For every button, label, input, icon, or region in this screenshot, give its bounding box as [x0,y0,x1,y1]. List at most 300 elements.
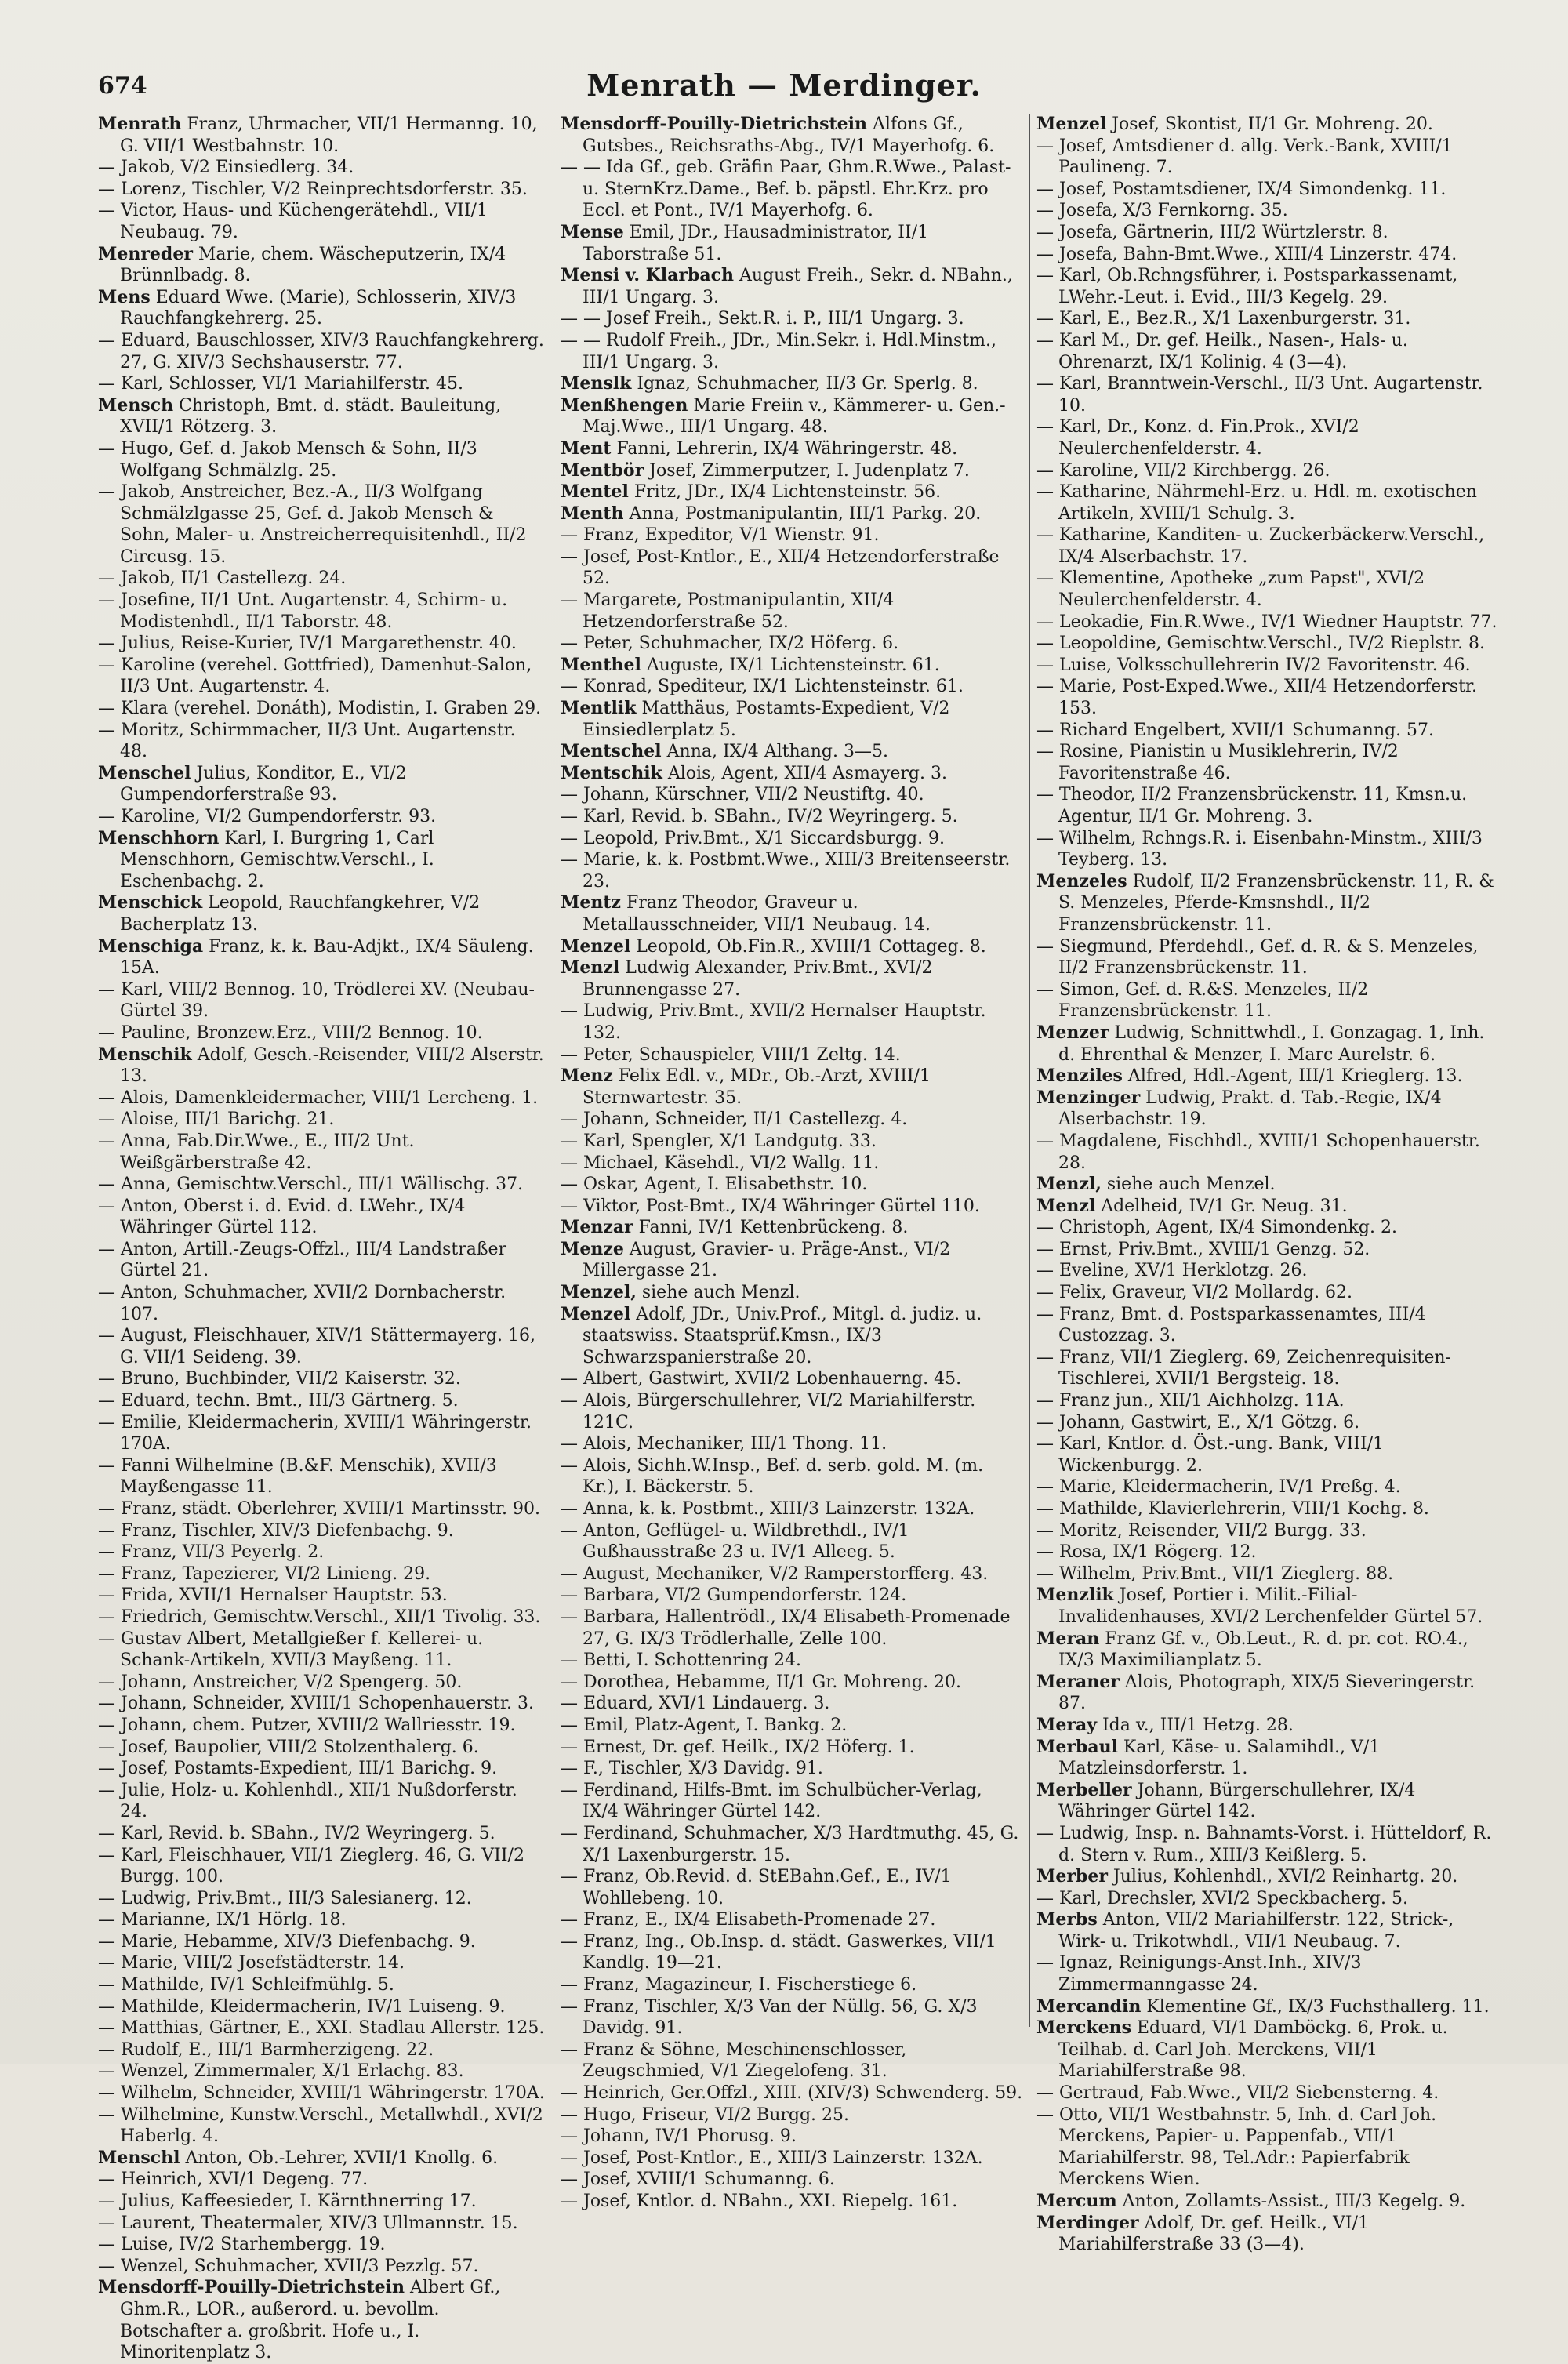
entry-details: Anton, Schuhmacher, XVII/2 Dornbacherstr. 107. [115,1283,506,1324]
directory-entry [561,1000,1023,1044]
directory-entry [1036,741,1497,784]
entry-surname: — [561,1823,578,1843]
entry-surname: Meray [1036,1714,1097,1735]
directory-entry [98,1498,545,1520]
entry-surname: — [561,1672,578,1692]
entry-surname: Menzl [1036,1195,1096,1216]
entry-surname: Meran [1036,1628,1100,1649]
directory-entry [1036,1737,1497,1780]
directory-entry [98,1952,545,1974]
directory-entry [561,395,1023,438]
directory-entry [1036,179,1497,201]
directory-entry [1036,1390,1497,1412]
directory-entry [561,2039,1023,2083]
directory-entry [561,1650,1023,1672]
entry-details: Adolf, JDr., Univ.Prof., Mitgl. d. judiz. u. staatswiss. Staatsprüf.Kmsn., IX/3 Schwarzspanierstraße 20. [583,1304,982,1367]
directory-entry [1036,568,1497,611]
directory-entry [98,1455,545,1498]
entry-details: Josef, Post-Kntlor., E., XII/4 Hetzendorferstraße 52. [578,547,1000,589]
entry-details: Alois, Sichh.W.Insp., Bef. d. serb. gold. M. (m. Kr.), I. Bäckerstr. 5. [578,1455,984,1498]
entry-details: Ludwig, Priv.Bmt., XVII/2 Hernalser Hauptstr. 132. [578,1001,986,1043]
directory-entry [561,547,1023,590]
entry-surname: — [1036,1823,1054,1843]
directory-entry [98,2213,545,2235]
entry-surname: — [98,1563,115,1584]
entry-surname: — [1036,720,1054,740]
entry-surname: — [561,1369,578,1389]
entry-details: Emilie, Kleidermacherin, XVIII/1 Währingerstr. 170A. [115,1412,532,1454]
directory-entry [98,1974,545,1996]
directory-entry [1036,416,1497,459]
entry-surname: Menze [561,1238,624,1259]
directory-entry [98,1629,545,1672]
entry-surname: — [561,1996,578,2017]
entry-surname: Merbeller [1036,1779,1132,1800]
entry-surname: — [1036,1563,1054,1584]
entry-details: Jakob, V/2 Einsiedlerg. 34. [115,158,354,178]
entry-surname: — [561,1196,578,1216]
entry-details: Klementine Gf., IX/3 Fuchsthallerg. 11. [1141,1996,1490,2017]
directory-entry [1036,1823,1497,1866]
entry-details: Johann, Schneider, II/1 Castellezg. 4. [578,1109,908,1130]
entry-details: Josef, Amtsdiener d. allg. Verk.-Bank, XVIII/1 Paulineng. 7. [1054,136,1453,178]
directory-entry [561,1131,1023,1153]
entry-details: Josef, Postamtsdiener, IX/4 Simondenkg. 11. [1054,179,1446,199]
directory-entry [98,1715,545,1737]
entry-surname: — [1036,1477,1054,1498]
entry-details: Victor, Haus- und Küchengerätehdl., VII/1 Neubaug. 79. [115,201,488,242]
entry-details: Magdalene, Fischhdl., XVIII/1 Schopenhauerstr. 28. [1054,1131,1480,1173]
entry-surname: — [561,2104,578,2125]
directory-entry [561,1044,1023,1066]
entry-surname: Menschik [98,1044,192,1065]
entry-details: Julie, Holz- u. Kohlenhdl., XII/1 Nußdorferstr. 24. [115,1780,517,1822]
entry-surname: — [1036,460,1054,481]
directory-entry [561,1715,1023,1737]
entry-details: Peter, Schauspieler, VIII/1 Zeltg. 14. [578,1044,901,1065]
entry-details: Karoline, VII/2 Kirchbergg. 26. [1054,460,1330,481]
directory-entry [1036,2083,1497,2104]
directory-entry [561,1153,1023,1175]
entry-surname: Ment [561,438,612,459]
entry-details: Marie, chem. Wäscheputzerin, IX/4 Brünnlbadg. 8. [120,244,506,286]
directory-entry [561,698,1023,741]
entry-details: Leopold, Ob.Fin.R., XVIII/1 Cottageg. 8. [630,936,986,957]
directory-entry [1036,525,1497,568]
directory-entry [561,460,1023,482]
entry-surname: Menreder [98,243,193,264]
entry-details: Rosa, IX/1 Rögerg. 12. [1054,1542,1257,1563]
entry-surname: — [98,1412,115,1433]
entry-details: Marie, k. k. Postbmt.Wwe., XIII/3 Breitenseerstr. 23. [578,850,1011,891]
entry-surname: Menzer [1036,1022,1109,1043]
directory-entry [1036,1498,1497,1520]
directory-entry [1036,308,1497,330]
entry-details: Karoline, VI/2 Gumpendorferstr. 93. [115,807,437,826]
directory-entry [561,763,1023,785]
entry-details: Wilhelmine, Kunstw.Verschl., Metallwhdl., XVI/2 Haberlg. 4. [115,2104,543,2147]
entry-details: Frida, XVII/1 Hernalser Hauptstr. 53. [115,1585,448,1606]
directory-entry [561,1866,1023,1909]
entry-surname: — [561,2083,578,2104]
entry-details: Julius, Konditor, E., VI/2 Gumpendorferstraße 93. [120,763,407,805]
entry-surname: Mentz [561,892,621,913]
entry-details: Theodor, II/2 Franzensbrückenstr. 11, Kmsn.u. Agentur, II/1 Gr. Mohreng. 3. [1054,785,1468,826]
directory-entry [561,265,1023,308]
entry-surname: — [561,1585,578,1606]
entry-surname: — [1036,828,1054,848]
entry-details: Barbara, Hallentrödl., IX/4 Elisabeth-Promenade 27, G. IX/3 Trödlerhalle, Zelle 100. [578,1607,1011,1649]
directory-entry [561,1455,1023,1498]
entry-details: Auguste, IX/1 Lichtensteinstr. 61. [641,655,940,675]
entry-surname: Menzlik [1036,1585,1114,1606]
entry-details: Marie, Hebamme, XIV/3 Diefenbachg. 9. [115,1931,476,1952]
directory-entry [98,200,545,243]
directory-entry [98,1196,545,1239]
directory-entry [1036,612,1497,634]
entry-details: Mathilde, Klavierlehrerin, VIII/1 Kochg. 8. [1054,1499,1429,1519]
entry-details: Anton, Oberst i. d. Evid. d. LWehr., IX/4 Währinger Gürtel 112. [115,1196,466,1238]
entry-details: Albert, Gastwirt, XVII/2 Lobenhauerng. 45. [578,1369,962,1389]
directory-entry [1036,1260,1497,1282]
directory-entry [561,1174,1023,1196]
directory-entry [561,1498,1023,1520]
entry-surname: — [561,1391,578,1411]
directory-entry [98,2277,545,2363]
entry-surname: — [561,1001,578,1022]
entry-details: Jakob, Anstreicher, Bez.-A., II/3 Wolfgang Schmälzlgasse 25, Gef. d. Jakob Mensch & Sohn, Maler- u. Anstreicherrequisitenhdl., II/2 Circusg. 15. [115,482,527,567]
directory-entry [561,1520,1023,1563]
entry-surname: — [1036,374,1054,394]
directory-entry [561,1368,1023,1390]
directory-entry [561,741,1023,763]
directory-entry [1036,1585,1497,1628]
entry-details: Karl, VIII/2 Bennog. 10, Trödlerei XV. (Neubau-Gürtel 39. [115,979,535,1022]
directory-entry [98,1282,545,1325]
directory-entry [561,157,1023,222]
entry-surname: Mercandin [1036,1995,1142,2017]
entry-details: Ida Gf., geb. Gräfin Paar, Ghm.R.Wwe., Palast- u. SternKrz.Dame., Bef. b. päpstl. Ehr.Krz. pro Eccl. et Pont., IV/1 Mayerhofg. 6. [583,158,1011,221]
directory-entry [98,395,545,438]
entry-details: Otto, VII/1 Westbahnstr. 5, Inh. d. Carl Joh. Merckens, Papier- u. Pappenfab., VII/1 Mariahilferstr. 98, Tel.Adr.: Papierfabrik Merckens Wien. [1054,2104,1437,2190]
entry-details: Josef Freih., Sekt.R. i. P., III/1 Ungarg. 3. [601,309,964,329]
entry-details: Adolf, Dr. gef. Heilk., VI/1 Mariahilferstraße 33 (3—4). [1058,2213,1369,2255]
directory-entry [98,2061,545,2083]
entry-surname: — [98,979,115,1000]
entry-surname: — [98,2083,115,2104]
entry-details: Franz, VII/3 Peyerlg. 2. [115,1542,325,1563]
directory-entry [98,1737,545,1759]
entry-surname: — [98,2039,115,2060]
entry-details: Franz, Expeditor, V/1 Wienstr. 91. [578,525,880,546]
directory-entry [1036,1174,1497,1196]
entry-surname: Menzeles [1036,870,1127,891]
entry-surname: — [98,2192,115,2211]
directory-entry [98,2017,545,2039]
entry-details: Mathilde, Kleidermacherin, IV/1 Luiseng. 9. [115,1996,506,2017]
entry-details: Ida v., III/1 Hetzg. 28. [1096,1715,1294,1735]
directory-entry [561,373,1023,395]
entry-surname: Menziles [1036,1066,1123,1087]
entry-surname: — [98,634,115,654]
entry-details: Eveline, XV/1 Herklotzg. 26. [1054,1261,1308,1281]
entry-surname: — [561,1455,578,1476]
entry-details: Eduard Wwe. (Marie), Schlosserin, XIV/3 Rauchfangkehrerg. 25. [120,287,517,329]
entry-details: Adolf, Gesch.-Reisender, VIII/2 Alserstr. 13. [120,1044,544,1087]
entry-surname: — [98,720,115,740]
entry-surname: — [98,158,115,178]
directory-entry [98,1845,545,1888]
entry-surname: — [98,1672,115,1692]
directory-entry [98,1996,545,2018]
entry-surname: Mensi v. Klarbach [561,265,734,286]
entry-details: Josef, Baupolier, VIII/2 Stolzenthalerg. 6. [115,1737,479,1757]
entry-surname: — [1036,2104,1054,2125]
entry-details: Friedrich, Gemischtw.Verschl., XII/1 Tivolig. 33. [115,1607,541,1627]
entry-details: Josefa, Gärtnerin, III/2 Würtzlerstr. 8. [1054,222,1388,242]
entry-surname: — [98,1910,115,1930]
entry-details: Marie, Kleidermacherin, IV/1 Preßg. 4. [1054,1477,1401,1498]
entry-surname: Menzel [561,935,631,957]
entry-details: Karl, Fleischhauer, VII/1 Zieglerg. 46, G. VII/2 Burgg. 100. [115,1845,524,1887]
entry-details: Alois, Mechaniker, III/1 Thong. 11. [578,1434,887,1454]
directory-entry [98,936,545,979]
entry-surname: — [1036,1434,1054,1454]
entry-surname: — [98,330,115,350]
directory-entry [98,720,545,763]
entry-details: Hugo, Gef. d. Jakob Mensch & Sohn, II/3 Wolfgang Schmälzlg. 25. [115,438,477,481]
entry-details: Dorothea, Hebamme, II/1 Gr. Mohreng. 20. [578,1672,962,1692]
entry-details: Wenzel, Zimmermaler, X/1 Erlachg. 83. [115,2061,464,2082]
entry-surname: — [561,785,578,805]
entry-details: Julius, Reise-Kurier, IV/1 Margarethenstr. 40. [115,634,517,654]
directory-entry [1036,222,1497,244]
entry-surname: Menzel, [561,1282,637,1303]
directory-entry [561,1563,1023,1585]
entry-details: Marie, VIII/2 Josefstädterstr. 14. [115,1953,405,1974]
entry-details: Eduard, VI/1 Damböckg. 6, Prok. u. Teilhab. d. Carl Joh. Merckens, VII/1 Mariahilferstraße 98. [1058,2018,1448,2082]
entry-surname: Menßhengen [561,394,688,416]
entry-surname: — [1036,330,1054,350]
entry-surname: — [98,1629,115,1649]
directory-entry [98,568,545,590]
directory-entry [561,1585,1023,1607]
entry-details: Christoph, Agent, IX/4 Simondenkg. 2. [1054,1218,1397,1238]
directory-entry [561,1931,1023,1974]
entry-details: Margarete, Postmanipulantin, XII/4 Hetzendorferstraße 52. [578,590,895,632]
entry-surname: — [98,438,115,459]
entry-surname: — [98,1499,115,1519]
entry-surname: — [1036,1218,1054,1238]
entry-surname: — [561,1867,578,1887]
entry-details: Anton, Artill.-Zeugs-Offzl., III/4 Landstraßer Gürtel 21. [115,1239,507,1281]
entry-surname: — [561,1153,578,1173]
entry-details: Albert Gf., Ghm.R., LOR., außerord. u. bevollm. Botschafter a. großbrit. Hofe u., I. Minoritenplatz 3. [120,2278,501,2363]
entry-details: Josef, Portier i. Milit.-Filial-Invalidenhauses, XVI/2 Lerchenfelder Gürtel 57. [1058,1585,1483,1627]
entry-details: Ignaz, Reinigungs-Anst.Inh., XIV/3 Zimmermanngasse 24. [1054,1953,1362,1995]
directory-entry [98,2234,545,2256]
directory-entry [561,655,1023,677]
directory-entry [98,179,545,201]
directory-entry [98,1693,545,1715]
entry-details: Matthias, Gärtner, E., XXI. Stadlau Allerstr. 125. [115,2018,545,2039]
entry-details: Ludwig, Schnittwhdl., I. Gonzagag. 1, Inh. d. Ehrenthal & Menzer, I. Marc Aurelstr. 6. [1058,1022,1485,1065]
entry-details: Franz, Ing., Ob.Insp. d. städt. Gaswerkes, VII/1 Kandlg. 19—21. [578,1931,996,1974]
directory-entry [1036,1022,1497,1066]
directory-entry [98,2169,545,2191]
entry-surname: — [1036,1131,1054,1151]
entry-details: Anna, k. k. Postbmt., XIII/3 Lainzerstr. 132A. [578,1499,975,1519]
directory-entry [561,590,1023,633]
entry-details: Anton, Zollamts-Assist., III/3 Kegelg. 9. [1116,2192,1466,2211]
entry-surname: — [1036,1304,1054,1324]
entry-details: Leopold, Priv.Bmt., X/1 Siccardsburgg. 9. [578,828,946,848]
entry-surname: — [1036,655,1054,675]
entry-details: Karoline (verehel. Gottfried), Damenhut-Salon, II/3 Unt. Augartenstr. 4. [115,655,532,697]
entry-surname: — [1036,222,1054,242]
directory-entry [98,373,545,395]
entry-surname: — [98,1888,115,1908]
entry-details: Anna, IX/4 Althang. 3—5. [661,742,888,762]
entry-details: Ernst, Priv.Bmt., XVIII/1 Genzg. 52. [1054,1239,1370,1259]
directory-entry [98,1780,545,1823]
directory-entry [1036,1131,1497,1174]
entry-details: Johann, Anstreicher, V/2 Spengerg. 50. [115,1672,463,1692]
directory-entry [1036,244,1497,266]
entry-details: Alfred, Hdl.-Agent, III/1 Krieglerg. 13. [1122,1066,1463,1087]
directory-entry [561,1672,1023,1694]
entry-details: Hugo, Friseur, VI/2 Burgg. 25. [578,2104,850,2125]
entry-surname: — [98,1369,115,1389]
entry-details: Josef, Zimmerputzer, I. Judenplatz 7. [644,460,970,481]
entry-details: Fritz, JDr., IX/4 Lichtensteinstr. 56. [628,482,942,503]
entry-surname: — [1036,936,1054,957]
entry-surname: — [98,1109,115,1130]
entry-surname: — [98,1088,115,1108]
directory-entry [1036,200,1497,222]
entry-details: Siegmund, Pferdehdl., Gef. d. R. & S. Menzeles, II/2 Franzensbrückenstr. 11. [1054,936,1479,979]
entry-surname: — [561,1780,578,1800]
entry-details: Ferdinand, Schuhmacher, X/3 Hardtmuthg. 45, G. X/1 Laxenburgerstr. 15. [578,1823,1019,1865]
entry-details: Marianne, IX/1 Hörlg. 18. [115,1910,347,1930]
entry-details: Wenzel, Schuhmacher, XVII/3 Pezzlg. 57. [115,2256,479,2276]
entry-surname: — [1036,785,1054,805]
directory-entry [1036,1996,1497,2018]
directory-entry [1036,871,1497,936]
directory-entry [1036,936,1497,979]
entry-details: Luise, Volksschullehrerin IV/2 Favoritenstr. 46. [1054,655,1471,675]
entry-surname: — [561,2170,578,2190]
entry-surname: — [1036,1888,1054,1908]
entry-details: Mathilde, IV/1 Schleifmühlg. 5. [115,1975,394,1995]
column-right [1036,114,1497,2255]
directory-entry [1036,330,1497,373]
entry-surname: — [98,1823,115,1843]
entry-surname: — [561,2192,578,2211]
entry-details: Fanni Wilhelmine (B.&F. Menschik), XVII/3 Mayßengasse 11. [115,1455,497,1498]
entry-surname: — [561,1975,578,1995]
entry-details: Michael, Käsehdl., VI/2 Wallg. 11. [578,1153,880,1173]
column-left [98,114,545,2363]
directory-entry [561,2104,1023,2126]
entry-surname: Menz [561,1066,613,1087]
entry-surname: — [561,677,578,697]
entry-details: Josefa, Bahn-Bmt.Wwe., XIII/4 Linzerstr. 474. [1054,244,1457,264]
entry-details: Rosine, Pianistin u Musiklehrerin, IV/2 Favoritenstraße 46. [1054,742,1399,783]
entry-surname: Mens [98,286,151,307]
entry-details: Christoph, Bmt. d. städt. Bauleitung, XVII/1 Rötzerg. 3. [120,395,502,438]
directory-entry [98,655,545,698]
entry-details: Josef, Kntlor. d. NBahn., XXI. Riepelg. 161. [578,2192,958,2211]
entry-surname: — [1036,612,1054,632]
entry-details: Katharine, Nährmehl-Erz. u. Hdl. m. exotischen Artikeln, XVIII/1 Schulg. 3. [1054,482,1477,524]
page-number: 674 [98,72,147,100]
entry-details: Emil, JDr., Hausadministrator, II/1 Taborstraße 51. [583,222,929,264]
entry-details: Felix, Graveur, VI/2 Mollardg. 62. [1054,1283,1353,1303]
entry-surname: — [561,1650,578,1671]
entry-surname: Mentschik [561,762,662,783]
entry-details: Leokadie, Fin.R.Wwe., IV/1 Wiedner Hauptstr. 77. [1054,612,1497,632]
entry-surname: — [98,1975,115,1995]
entry-surname: — — [561,309,601,329]
entry-surname: — [561,634,578,654]
entry-details: Josef, Postamts-Expedient, III/1 Barichg. 9. [115,1759,498,1779]
entry-surname: — [561,590,578,611]
entry-details: Ernest, Dr. gef. Heilk., IX/2 Höferg. 1. [578,1737,915,1757]
entry-surname: — [98,1022,115,1043]
entry-details: Franz, Uhrmacher, VII/1 Hermanng. 10, G. VII/1 Westbahnstr. 10. [120,114,538,156]
directory-entry [561,828,1023,850]
directory-entry [98,1390,545,1412]
directory-entry [98,1888,545,1910]
entry-details: Richard Engelbert, XVII/1 Schumanng. 57. [1054,720,1435,740]
directory-entry [561,1390,1023,1433]
entry-details: Karl, Schlosser, VI/1 Mariahilferstr. 45. [115,374,464,394]
entry-details: siehe auch Menzel. [1101,1175,1276,1195]
entry-surname: — [98,2061,115,2082]
entry-details: Josefa, X/3 Fernkorng. 35. [1054,201,1288,221]
entry-details: Klementine, Apotheke „zum Papst", XVI/2 Neulerchenfelderstr. 4. [1054,568,1425,611]
entry-surname: — [561,1759,578,1779]
entry-surname: — [561,1175,578,1195]
directory-entry [98,698,545,720]
entry-surname: — [1036,266,1054,286]
directory-entry [98,2256,545,2278]
entry-surname: — [561,1520,578,1541]
entry-surname: Meraner [1036,1671,1120,1692]
directory-entry [1036,373,1497,416]
directory-entry [98,1325,545,1368]
entry-details: Josef, Post-Kntlor., E., XIII/3 Lainzerstr. 132A. [578,2148,983,2168]
entry-details: Luise, IV/2 Starhembergg. 19. [115,2235,386,2255]
entry-surname: — [1036,417,1054,438]
entry-details: Anna, Gemischtw.Verschl., III/1 Wällischg. 37. [115,1175,524,1195]
entry-surname: — [561,2126,578,2147]
entry-surname: — [98,1131,115,1151]
directory-entry [1036,1433,1497,1476]
directory-entry [1036,1347,1497,1390]
entry-surname: — [98,1845,115,1865]
directory-entry [561,2191,1023,2213]
directory-entry [561,676,1023,698]
entry-surname: — [98,1542,115,1563]
directory-entry [1036,1066,1497,1088]
entry-details: Josef, Skontist, II/1 Gr. Mohreng. 20. [1106,114,1433,134]
entry-details: Anton, VII/2 Mariahilferstr. 122, Strick-, Wirk- u. Trikotwhdl., VII/1 Neubaug. 7. [1058,1910,1454,1952]
directory-entry [98,330,545,373]
directory-entry [98,763,545,806]
entry-surname: Menzar [561,1217,633,1238]
